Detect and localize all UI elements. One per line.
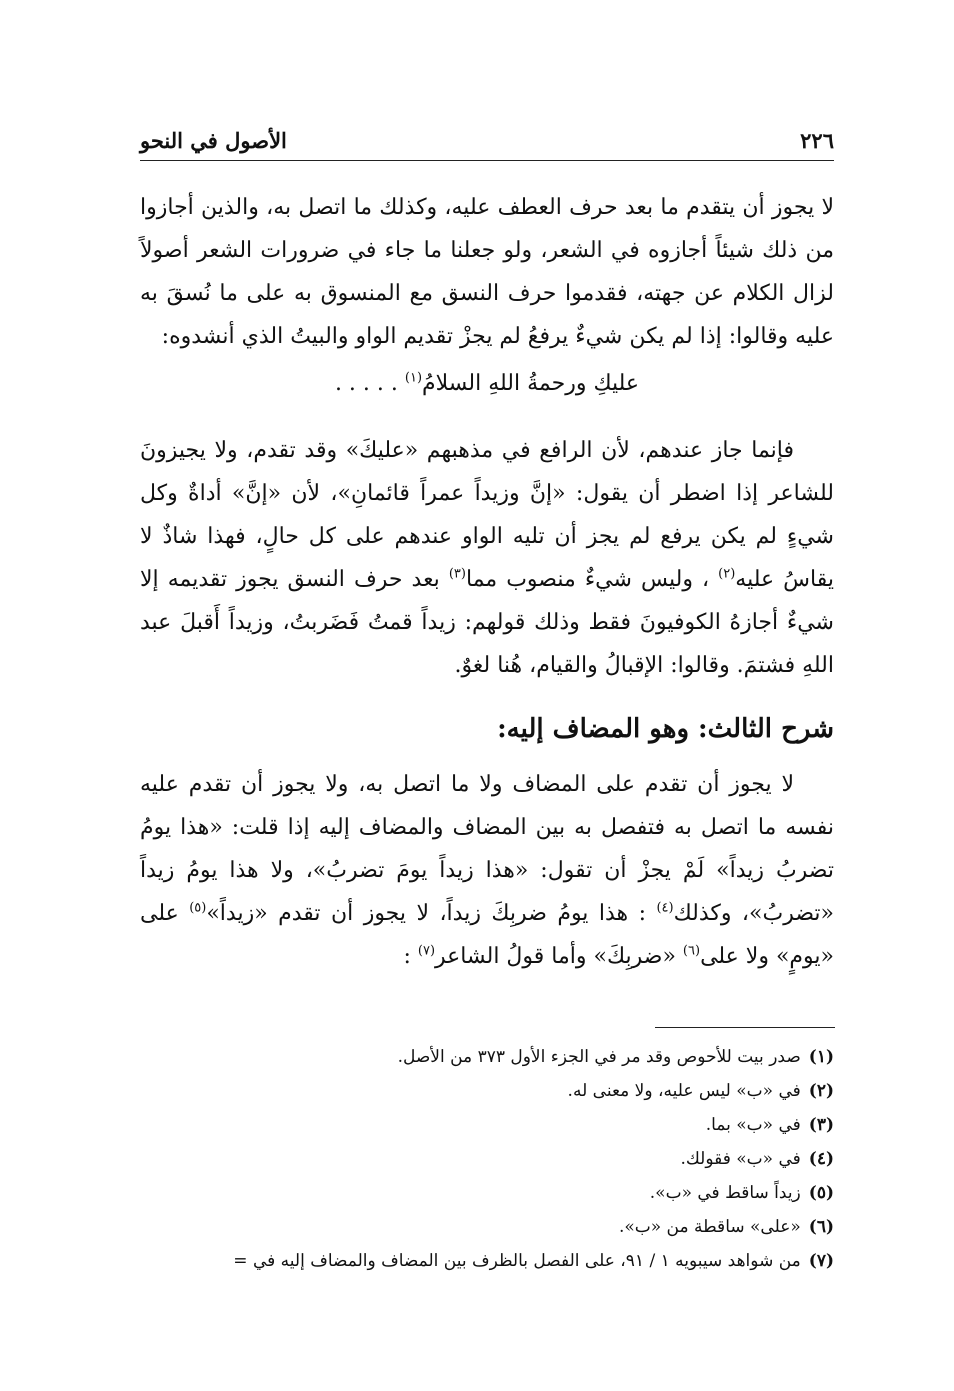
paragraph-2 [140,429,834,687]
footnote-number: (٣) [808,1115,834,1135]
running-title: الأصول في النحو [140,128,287,153]
paragraph-3-part-e: : [403,944,411,969]
footnotes [140,1040,834,1278]
footnote-number: (٧) [808,1251,834,1271]
footnote-2 [140,1074,834,1108]
paragraph-2-part-b: ، وليس شيءٌ منصوب مما [465,567,710,592]
paragraph-2-part-c: بعد حرف النسق يجوز تقديمه إلا شيءٌ أجازهُ الكوفيونَ فقط وذلك قولهم: زيداً قمتُ فَضَربتُ، وزيداً أَقبلَ عبد اللهِ فشتمَ. وقالوا: الإقبالُ والقيام، هُنا لغوٌ. [140,567,834,678]
footnote-text: زيداً ساقط في «ب». [649,1183,801,1203]
footnote-text: من شواهد سيبويه ١ / ٩١، على الفصل بالظرف بين المضاف والمضاف إليه في = [233,1251,801,1271]
page-header [140,126,834,161]
footnote-ref-6[interactable]: (٦) [682,943,701,959]
footnote-3 [140,1108,834,1142]
footnote-1 [140,1040,834,1074]
footnote-ref-4[interactable]: (٤) [656,900,674,916]
footnote-number: (٥) [808,1183,834,1203]
footnote-ref-5[interactable]: (٥) [189,900,207,916]
main-text [140,186,834,978]
paragraph-1: لا يجوز أن يتقدم ما بعد حرف العطف عليه، وكذلك ما اتصل به، والذين أجازوا من ذلك شيئاً أجازوه في الشعر، ولو جعلنا ما جاء في ضرورات الشعر أصولاً لزال الكلام عن جهته، فقدموا حرف النسق مع المنسوق به على ما نُسقَ به عليه وقالوا: إذا لم يكن شيءٌ يرفعُ لم يجزْ تقديم الواو والبيتُ الذي أنشدوه: [140,195,834,349]
paragraph-3-part-c: على «يومٍ» ولا على [140,901,834,969]
paragraph-2-part-a: فإنما جاز عندهم، لأن الرافع في مذهبهم «عليكَ» وقد تقدم، ولا يجيزونَ للشاعر إذا اضطر أن يقول: «إنَّ وزيداً عمراً قائمانِ»، لأن «إنَّ» أداةٌ وكل شيءٍ لم يكن يرفع لم يجز أن تليه الواو عندهم على كل حالٍ، فهذا شاذٌ لا يقاسُ عليه [140,438,834,592]
footnote-6 [140,1210,834,1244]
footnote-number: (١) [808,1047,834,1067]
footnote-text: في «ب» فقولك. [680,1149,801,1169]
footnote-7 [140,1244,834,1278]
footnote-text: في «ب» ليس عليه، ولا معنى له. [567,1081,801,1101]
footnote-separator [655,1027,835,1028]
footnote-text: «على» ساقطة من «ب». [618,1217,801,1237]
footnote-ref-3[interactable]: (٣) [448,566,466,582]
footnote-number: (٤) [808,1149,834,1169]
footnote-text: صدر بيت للأحوص وقد مر في الجزء الأول ٣٧٣ من الأصل. [397,1047,801,1067]
footnote-number: (٢) [808,1081,834,1101]
paragraph-3-part-b: : هذا يومُ ضربِكَ زيداً، لا يجوز أن تقدم «زيداً» [206,901,646,926]
footnote-4 [140,1142,834,1176]
footnote-ref-1[interactable]: (١) [404,370,423,386]
paragraph-3-part-d: «ضربِكَ» وأما قولُ الشاعر [435,944,676,969]
footnote-text: في «ب» بما. [705,1115,801,1135]
verse-text: عليكِ ورحمةُ اللهِ السلامُ [422,371,640,396]
section-heading: شرح الثالث: وهو المضاف إليه: [497,714,834,744]
footnote-ref-7[interactable]: (٧) [417,943,436,959]
verse-line [140,362,834,405]
verse-dots: . . . . . [334,371,398,396]
footnote-number: (٦) [808,1217,834,1237]
footnote-5 [140,1176,834,1210]
page-number: ٢٢٦ [800,128,834,153]
paragraph-3 [140,763,834,978]
paragraph-3-part-a: لا يجوز أن تقدم على المضاف ولا ما اتصل به، ولا يجوز أن تقدم عليه نفسه ما اتصل به فتفصل به بين المضاف والمضاف إليه إذا قلت: «هذا يومُ تضربُ زيداً» لَمْ يجزْ أن تقول: «هذا زيداً يومَ تضربُ»، ولا هذا يومُ زيداً «تضربُ»، وكذلك [140,772,834,926]
footnote-ref-2[interactable]: (٢) [718,566,736,582]
